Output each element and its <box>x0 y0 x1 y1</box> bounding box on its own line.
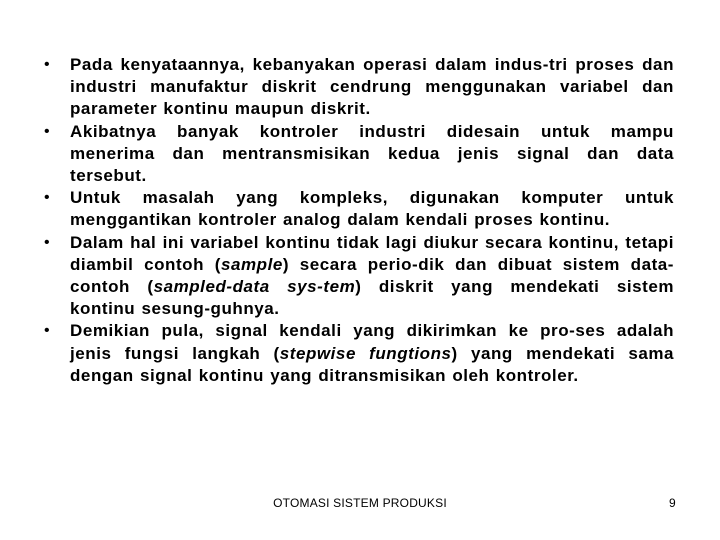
bullet-text-part: ) secara perio-dik dan dibuat sistem data-contoh ( <box>70 254 674 297</box>
bullet-text-part: ) diskrit yang mendekati sistem kontinu sesung-guhnya. <box>70 277 675 319</box>
page-number: 9 <box>669 496 676 510</box>
bullet-icon: • <box>44 233 51 251</box>
bullet-item-5 <box>44 320 674 387</box>
bullet-icon: • <box>44 322 51 340</box>
bullet-emphasis: sampled-data sys-tem <box>153 277 356 297</box>
bullet-icon: • <box>44 189 51 207</box>
bullet-item-3 <box>44 187 674 231</box>
footer-title: OTOMASI SISTEM PRODUKSI <box>273 496 447 510</box>
bullet-text-part: Dalam hal ini variabel kontinu tidak lagi diukur secara kontinu, tetapi diambil contoh ( <box>70 232 674 274</box>
bullet-item-2 <box>44 121 674 188</box>
bullet-text: Untuk masalah yang kompleks, digunakan komputer untuk menggantikan kontroler analog dalam kendali proses kontinu. <box>70 188 674 230</box>
footer <box>0 496 720 516</box>
bullet-item-1 <box>44 54 674 121</box>
bullet-text-part: ) yang mendekati sama dengan signal kontinu yang ditransmisikan oleh kontroler. <box>70 343 675 385</box>
bullet-emphasis: sample <box>220 254 283 274</box>
bullet-icon: • <box>44 122 51 140</box>
bullet-text-part: Demikian pula, signal kendali yang dikirimkan ke pro-ses adalah jenis fungsi langkah ( <box>70 321 674 363</box>
bullet-item-4 <box>44 232 674 321</box>
bullet-emphasis: stepwise fungtions <box>279 343 452 363</box>
bullet-list <box>44 54 674 387</box>
bullet-text: Akibatnya banyak kontroler industri didesain untuk mampu menerima dan mentransmisikan kedua jenis signal dan data tersebut. <box>70 121 674 186</box>
bullet-icon: • <box>44 56 51 73</box>
bullet-text: Pada kenyataannya, kebanyakan operasi dalam indus-tri proses dan industri manufaktur diskrit cendrung menggunakan variabel dan parameter kontinu maupun diskrit. <box>70 55 674 119</box>
